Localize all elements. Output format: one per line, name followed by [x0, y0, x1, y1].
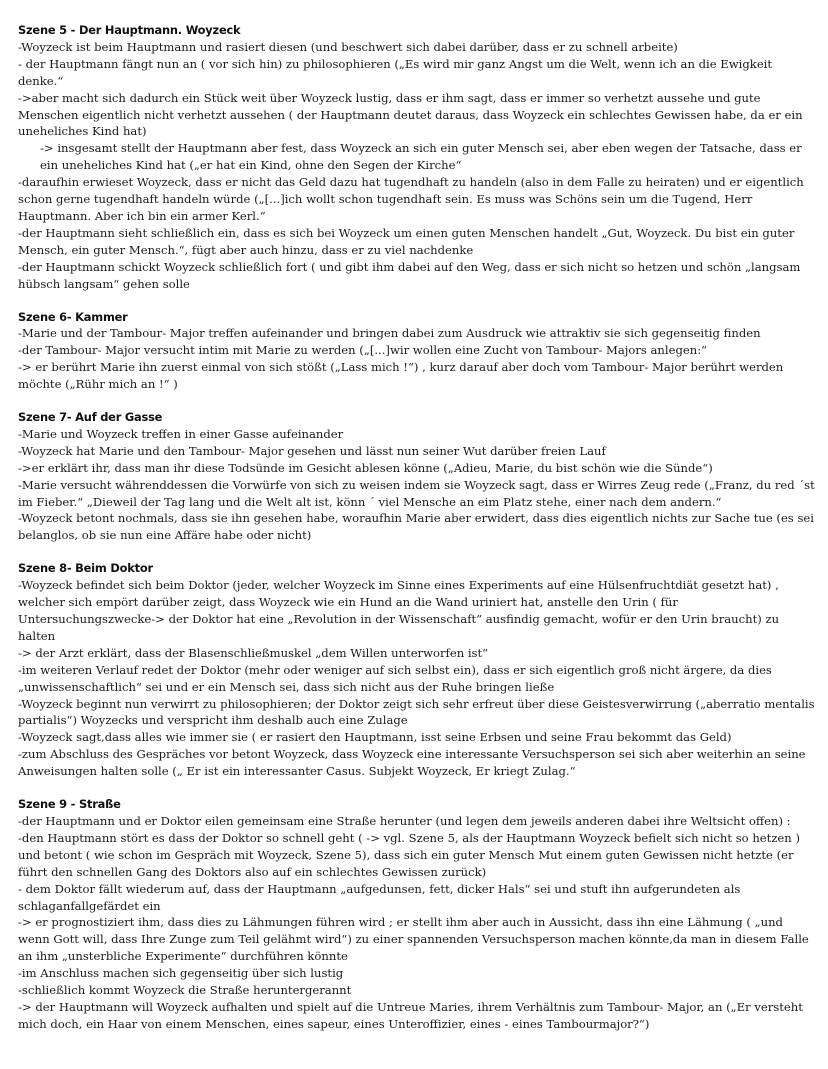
scene-8-title: Szene 8- Beim Doktor — [18, 561, 153, 576]
scene-8-line-6: -zum Abschluss des Gespräches vor betont Woyzeck, dass Woyzeck eine interessante Versuchsperson sei sich aber weiterhin an seine Anweisungen halten solle („ Er ist ein interessanter Casus. Subjekt Woyzeck, Er kriegt Zulag.“ — [18, 747, 806, 779]
scene-7-title: Szene 7- Auf der Gasse — [18, 410, 163, 425]
scene-7-line-3: ->er erklärt ihr, dass man ihr diese Todsünde im Gesicht ablesen könne („Adieu, Marie, du bist schön wie die Sünde“) — [18, 460, 713, 475]
scene-9-line-1: -der Hauptmann und er Doktor eilen gemeinsam eine Straße herunter (und legen dem jeweils anderen dabei ihre Weltsicht offen) : — [18, 813, 791, 828]
scene-8-line-2: -> der Arzt erklärt, dass der Blasenschließmuskel „dem Willen unterworfen ist“ — [18, 645, 489, 660]
scene-9-line-5: -im Anschluss machen sich gegenseitig über sich lustig — [18, 966, 344, 981]
scene-5-line-7: -der Hauptmann schickt Woyzeck schließlich fort ( und gibt ihm dabei auf den Weg, dass er sich nicht so hetzen und schön „langsam hübsch langsam“ gehen solle — [18, 259, 801, 291]
scene-8-line-5: -Woyzeck sagt,dass alles wie immer sie ( er rasiert den Hauptmann, isst seine Erbsen und seine Frau bekommt das Geld) — [18, 730, 732, 745]
scene-7 — [18, 409, 816, 544]
scene-9-line-2: -den Hauptmann stört es dass der Doktor so schnell geht ( -> vgl. Szene 5, als der Hauptmann Woyzeck befielt sich nicht so hetzen ) und betont ( wie schon im Gespräch mit Woyzeck, Szene 5), dass sich ein guter Mensch Mut einem guten Gewissen nicht hetzte (er führt den schnellen Gang des Doktors also auf ein schlechtes Gewissen zurück) — [18, 830, 800, 879]
scene-7-line-2: -Woyzeck hat Marie und den Tambour- Major gesehen und lässt nun seiner Wut darüber freien Lauf — [18, 443, 606, 458]
scene-8 — [18, 560, 816, 780]
scene-9-line-7: -> der Hauptmann will Woyzeck aufhalten und spielt auf die Untreue Maries, ihrem Verhältnis zum Tambour- Major, an („Er versteht mich doch, ein Haar von einem Menschen, eines sapeur, eines Unteroffizier, eines - eines Tambourmajor?“) — [18, 999, 803, 1031]
scene-5-line-1: -Woyzeck ist beim Hauptmann und rasiert diesen (und beschwert sich dabei darüber, dass er zu schnell arbeite) — [18, 39, 678, 54]
scene-5-line-2: - der Hauptmann fängt nun an ( vor sich hin) zu philosophieren („Es wird mir ganz Angst um die Welt, wenn ich an die Ewigkeit denke.“ — [18, 56, 773, 88]
document-page — [18, 22, 816, 1049]
scene-7-line-5: -Woyzeck betont nochmals, dass sie ihn gesehen habe, woraufhin Marie aber erwidert, dass dies eigentlich nichts zur Sache tue (es sei belanglos, ob sie nun eine Affäre habe oder nicht) — [18, 511, 814, 543]
scene-9-line-4: -> er prognostiziert ihm, dass dies zu Lähmungen führen wird ; er stellt ihm aber auch in Aussicht, dass ihn eine Lähmung ( „und wenn Gott will, dass Ihre Zunge zum Teil gelähmt wird“) zu einer spannenden Versuchsperson machen könnte,da man in diesem Falle an ihm „unsterbliche Experimente“ durchführen könnte — [18, 915, 809, 964]
scene-8-line-3: -im weiteren Verlauf redet der Doktor (mehr oder weniger auf sich selbst ein), dass er sich eigentlich groß nicht ärgere, da dies „unwissenschaftlich“ sei und er ein Mensch sei, dass sich nicht aus der Ruhe bringen ließe — [18, 662, 772, 694]
scene-6 — [18, 309, 816, 394]
scene-5 — [18, 22, 816, 293]
scene-9-line-6: -schließlich kommt Woyzeck die Straße heruntergerannt — [18, 983, 352, 998]
scene-6-line-3: -> er berührt Marie ihn zuerst einmal von sich stößt („Lass mich !“) , kurz darauf aber doch vom Tambour- Major berührt werden möchte („Rühr mich an !“ ) — [18, 360, 784, 392]
scene-5-title: Szene 5 - Der Hauptmann. Woyzeck — [18, 23, 241, 37]
scene-9 — [18, 796, 816, 1033]
scene-6-line-2: -der Tambour- Major versucht intim mit Marie zu werden („[...]wir wollen eine Zucht von Tambour- Majors anlegen:“ — [18, 343, 708, 358]
scene-9-line-3: - dem Doktor fällt wiederum auf, dass der Hauptmann „aufgedunsen, fett, dicker Hals“ sei und stuft ihn aufgerundeten als schlaganfallgefärdet ein — [18, 881, 741, 913]
scene-9-title: Szene 9 - Straße — [18, 797, 121, 812]
scene-5-line-4: -> insgesamt stellt der Hauptmann aber fest, dass Woyzeck an sich ein guter Mensch sei, aber eben wegen der Tatsache, dass er ein uneheliches Kind hat („er hat ein Kind, ohne den Segen der Kirche“ — [40, 141, 802, 173]
scene-5-line-5: -daraufhin erwieset Woyzeck, dass er nicht das Geld dazu hat tugendhaft zu handeln (also in dem Falle zu heiraten) und er eigentlich schon gerne tugendhaft handeln würde („[...]ich wollt schon tugendhaft sein. Es muss was Schöns sein um die Tugend, Herr Hauptmann. Aber ich bin ein armer Kerl.“ — [18, 175, 804, 223]
scene-7-line-4: -Marie versucht währenddessen die Vorwürfe von sich zu weisen indem sie Woyzeck sagt, dass er Wirres Zeug rede („Franz, du red ´st im Fieber.“ „Dieweil der Tag lang und die Welt alt ist, könn ´ viel Mensche an eim Platz stehe, einer nach dem andern.“ — [18, 477, 815, 509]
scene-7-line-1: -Marie und Woyzeck treffen in einer Gasse aufeinander — [18, 426, 344, 441]
scene-6-line-1: -Marie und der Tambour- Major treffen aufeinander und bringen dabei zum Ausdruck wie attraktiv sie sich gegenseitig finden — [18, 326, 761, 341]
scene-8-line-1: -Woyzeck befindet sich beim Doktor (jeder, welcher Woyzeck im Sinne eines Experiments auf eine Hülsenfruchtdiät gesetzt hat) , welcher sich empört darüber zeigt, dass Woyzeck wie ein Hund an die Wand uriniert hat, anstelle den Urin ( für Untersuchungszwecke-> der Doktor hat eine „Revolution in der Wissenschaft“ ausfindig gemacht, wofür er den Urin braucht) zu halten — [18, 578, 780, 643]
scene-5-line-3: ->aber macht sich dadurch ein Stück weit über Woyzeck lustig, dass er ihm sagt, dass er immer so verhetzt aussehe und gute Menschen eigentlich nicht verhetzt aussehen ( der Hauptmann deutet daraus, dass Woyzeck ein schlechtes Gewissen habe, da er ein uneheliches Kind hat) — [18, 90, 803, 139]
scene-5-line-6: -der Hauptmann sieht schließlich ein, dass es sich bei Woyzeck um einen guten Menschen handelt „Gut, Woyzeck. Du bist ein guter Mensch, ein guter Mensch.“, fügt aber auch hinzu, dass er zu viel nachdenke — [18, 225, 795, 257]
scene-6-title: Szene 6- Kammer — [18, 309, 128, 324]
scene-8-line-4: -Woyzeck beginnt nun verwirrt zu philosophieren; der Doktor zeigt sich sehr erfreut über diese Geistesverwirrung („aberratio mentalis partialis“) Woyzecks und verspricht ihm deshalb auch eine Zulage — [18, 696, 815, 728]
